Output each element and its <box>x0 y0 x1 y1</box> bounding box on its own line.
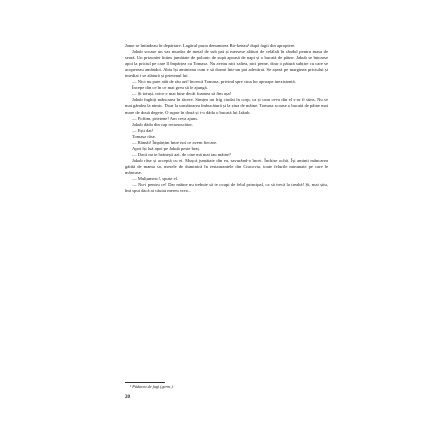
body-text <box>125 43 328 194</box>
paragraph: — Nu-i pentru ce! Dar mâine nu trebuie să te ocupi de felul principal, ca să trecă la treabă! Și, mai știu, îmi spui dacă ai căutat mereu vreo... <box>125 182 328 194</box>
paragraph: Apoi își luă apoi pe Jakub peste braț. <box>132 145 200 151</box>
paragraph: — Nici nu pare atât de rău azi! încercă Tomasz, privind spre cina lor aproape inexistentă. <box>132 79 296 85</box>
paragraph: — Poftim, prietene! Am ceva ajuns. <box>132 115 199 121</box>
paragraph: — Ești dat! <box>132 127 154 133</box>
footnote: ¹ Pădurea de fagi (germ.). <box>130 384 174 389</box>
footnote-divider <box>125 382 165 383</box>
paragraph: — Mulțumesc!, spuse el. <box>132 176 179 182</box>
paragraph: Jame se întindeau în depărtare. Lagărul purta denumirea Bir-kenau¹ după fagii din apropiere. <box>125 43 296 48</box>
paragraph: Jakub scoase un vas murdar de metal de sub pat și mersese alături de celălalt în rândul pentru masa de seară. Un prizonier întins jumătate de polonic de supă apoasă de napi și o bucată de pâine. Jakub se întoarse apoi la priciul pe care îl împărțea cu Tomasz. Nu aveau nici saltea, nici perne, doar o pătură subțire cu care se acopereau amândoi. Abia își aminteau cum e să dormi într-un pat adevărat. Se așeză pe marginea priciului și imediat i se alătură și prietenul lui. <box>125 49 328 79</box>
paragraph: — Rămâi! Împărțim între noi ce avem fiecare. <box>132 139 218 145</box>
paragraph: Jakub dădu din cap recunoscător. <box>132 121 193 127</box>
paragraph: — Și totuși, orice e mai bine decât foamea să fim așa! <box>132 91 232 97</box>
paragraph: Jakub înghiți mâncarea în tăcere. Simțea un frig ciudat în corp, ca și cum ceva din el s-ar fi stins. Nu se mai gândea la nimic. Doar la următoarea îmbucătură și la ziua de mâine. Tomasz scoase o bucată de pâine mai mare de două degete. O rupse în două și i-o dădu o bucată lui Jakub. <box>125 97 328 115</box>
page-number: 20 <box>125 395 130 400</box>
paragraph: Tomasz râse. <box>132 133 156 139</box>
paragraph: Jakub râse și acceptă cu ei. Mușcă jumătate din ea, savurând-o încet. Închise ochii. Își aminti mâncarea gătită de mama sa, mesele de duminică în restaurantele din Cracovia, toate felurile minunate pe care le mâncase. <box>125 157 328 175</box>
paragraph: Începe din ce în ce mai greu să le ajungă. <box>132 85 208 91</box>
paragraph: — Dacă nu te hrănești azi, de cine mă mai iau mâine? <box>132 151 231 157</box>
